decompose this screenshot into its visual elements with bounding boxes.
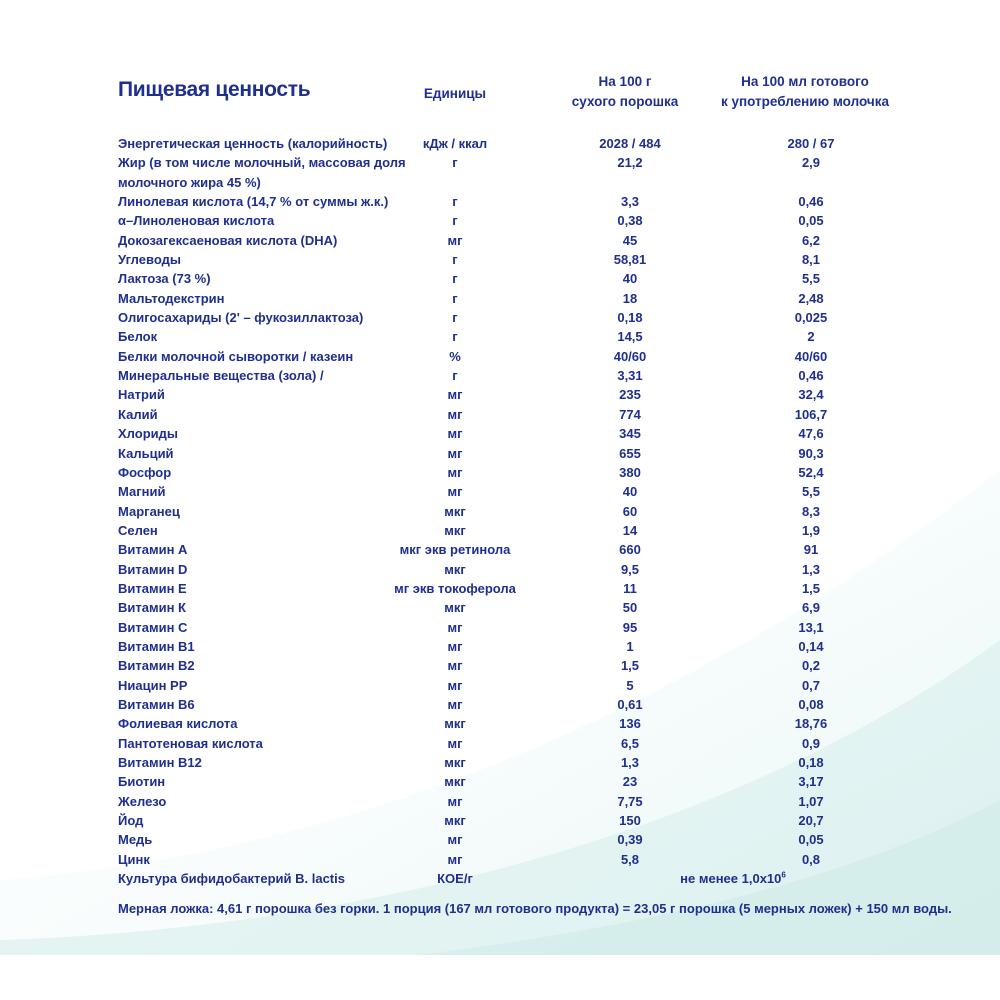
value-per-100g-dry: 40/60	[613, 348, 647, 364]
value-per-100ml-ready: 280 / 67	[787, 136, 835, 151]
value-per-100ml-ready: 0,18	[798, 755, 824, 770]
value-per-100g-dry: 18	[622, 290, 638, 306]
value-per-100g-dry: 0,39	[617, 832, 643, 848]
nutrient-unit: %	[449, 348, 461, 364]
value-per-100ml-ready: 1,9	[801, 522, 821, 538]
value-per-100ml-ready: 13,1	[798, 619, 824, 635]
table-row	[118, 734, 918, 753]
nutrient-name: Олигосахариды (2' – фукозиллактоза)	[118, 310, 364, 326]
value-per-100g-dry: 2028 / 484	[599, 136, 661, 151]
culture-value-base: не менее 1,0x10	[680, 871, 782, 887]
column-header-ready-line1: На 100 мл готового	[741, 74, 869, 89]
column-header-ready	[705, 72, 905, 112]
value-per-100g-dry: 95	[622, 619, 638, 635]
nutrient-name: Витамин A	[118, 542, 188, 558]
nutrient-name: Культура бифидобактерий B. lactis	[118, 871, 345, 887]
nutrient-name: Витамин B1	[118, 638, 195, 654]
nutrient-name: Железо	[118, 793, 167, 809]
table-row	[118, 250, 918, 269]
table-row	[118, 676, 918, 695]
nutrient-unit: г	[452, 329, 458, 345]
nutrient-unit: мг	[447, 406, 463, 422]
table-row	[118, 444, 918, 463]
value-per-100g-dry: 9,5	[620, 561, 640, 577]
value-per-100g-dry: 58,81	[613, 252, 647, 268]
nutrient-unit: мг экв токоферола	[394, 580, 516, 596]
table-row	[118, 695, 918, 714]
nutrient-unit: мг	[447, 232, 463, 248]
value-per-100ml-ready: 106,7	[794, 406, 828, 422]
table-row	[118, 482, 918, 501]
value-per-100g-dry: 345	[619, 426, 641, 442]
nutrient-unit: мкг экв ретинола	[399, 542, 511, 558]
nutrient-name: Хлориды	[118, 426, 178, 442]
nutrient-unit: мг	[447, 696, 463, 712]
value-per-100g-dry: 6,5	[620, 735, 640, 751]
table-row	[118, 772, 918, 791]
nutrient-name: Линолевая кислота (14,7 % от суммы ж.к.)	[118, 194, 389, 210]
nutrient-unit: мкг	[444, 774, 466, 790]
nutrient-name: Марганец	[118, 503, 180, 519]
nutrient-name: Углеводы	[118, 252, 181, 268]
nutrient-unit: г	[452, 194, 458, 210]
table-row	[118, 385, 918, 404]
nutrient-unit: мкг	[444, 813, 466, 829]
value-per-100ml-ready: 1,3	[801, 561, 821, 577]
nutrient-unit: кДж / ккал	[422, 136, 488, 151]
nutrient-unit: мг	[447, 793, 463, 809]
value-per-100g-dry: 660	[619, 542, 641, 558]
nutrient-name: Белок	[118, 329, 158, 345]
table-row	[118, 792, 918, 811]
nutrient-unit: мг	[447, 464, 463, 480]
value-per-100g-dry: 23	[622, 774, 638, 790]
value-per-100ml-ready: 0,14	[798, 638, 824, 654]
culture-value	[618, 869, 848, 888]
value-per-100g-dry: 0,61	[617, 696, 643, 712]
value-per-100ml-ready: 0,08	[798, 696, 824, 712]
value-per-100ml-ready: 8,1	[801, 252, 821, 268]
value-per-100g-dry: 11	[623, 580, 637, 596]
nutrient-name: Энергетическая ценность (калорийность)	[118, 136, 388, 151]
table-row	[118, 521, 918, 540]
nutrient-name: Витамин D	[118, 561, 188, 577]
nutrient-name: Биотин	[118, 774, 166, 790]
value-per-100ml-ready: 0,05	[798, 213, 824, 229]
nutrient-unit: мг	[447, 658, 463, 674]
nutrient-name: Калий	[118, 406, 158, 422]
value-per-100g-dry: 1	[626, 638, 634, 654]
value-per-100ml-ready: 90,3	[798, 445, 824, 461]
value-per-100g-dry: 21,2	[617, 155, 643, 171]
table-row	[118, 405, 918, 424]
value-per-100ml-ready: 0,2	[801, 658, 821, 674]
value-per-100ml-ready: 2,9	[801, 155, 821, 171]
nutrient-unit: г	[452, 310, 458, 326]
nutrient-name: Магний	[118, 484, 166, 500]
nutrient-name: Белки молочной сыворотки / казеин	[118, 348, 354, 364]
nutrient-unit: мкг	[444, 600, 466, 616]
column-header-dry-line2: сухого порошка	[571, 94, 679, 109]
nutrient-name: Кальций	[118, 445, 174, 461]
value-per-100ml-ready: 32,4	[798, 387, 824, 403]
nutrient-unit: мг	[447, 619, 463, 635]
table-row	[118, 502, 918, 521]
value-per-100g-dry: 45	[622, 232, 638, 248]
table-row	[118, 211, 918, 230]
value-per-100ml-ready: 0,8	[801, 851, 821, 867]
nutrient-name: Витамин К	[118, 600, 186, 616]
nutrient-name: Селен	[118, 522, 158, 538]
nutrient-unit: г	[452, 213, 458, 229]
value-per-100g-dry: 14	[622, 522, 638, 538]
nutrient-unit: мкг	[444, 522, 466, 538]
nutrient-name: Витамин E	[118, 580, 187, 596]
nutrient-name: Йод	[118, 813, 144, 829]
value-per-100ml-ready: 40/60	[794, 348, 828, 364]
nutrient-unit: г	[452, 252, 458, 268]
table-row	[118, 366, 918, 385]
table-row	[118, 327, 918, 346]
table-title: Пищевая ценность	[118, 78, 311, 101]
table-row	[118, 540, 918, 559]
value-per-100g-dry: 50	[622, 600, 638, 616]
table-row	[118, 830, 918, 849]
table-row	[118, 231, 918, 250]
value-per-100g-dry: 655	[619, 445, 641, 461]
nutrient-unit: мкг	[444, 716, 466, 732]
value-per-100g-dry: 380	[619, 464, 641, 480]
table-row-culture	[118, 869, 918, 888]
value-per-100ml-ready: 0,025	[794, 310, 828, 326]
value-per-100g-dry: 5	[626, 677, 634, 693]
nutrient-unit: мг	[447, 735, 463, 751]
value-per-100ml-ready: 52,4	[798, 464, 824, 480]
nutrient-name: Жир (в том числе молочный, массовая доля молочного жира 45 %)	[118, 155, 406, 190]
nutrient-name: Натрий	[118, 387, 165, 403]
value-per-100g-dry: 0,18	[617, 310, 643, 326]
nutrient-unit: мкг	[444, 755, 466, 770]
value-per-100g-dry: 3,31	[617, 368, 643, 384]
value-per-100g-dry: 3,3	[620, 194, 640, 210]
table-row	[118, 134, 918, 153]
value-per-100g-dry: 150	[619, 813, 641, 829]
table-row	[118, 714, 918, 733]
value-per-100g-dry: 136	[619, 716, 641, 732]
value-per-100g-dry: 14,5	[617, 329, 643, 345]
nutrient-unit: КОЕ/г	[437, 871, 473, 887]
value-per-100g-dry: 1,5	[620, 658, 640, 674]
nutrient-name: Витамин B6	[118, 696, 195, 712]
value-per-100ml-ready: 0,05	[798, 832, 824, 848]
table-row	[118, 192, 918, 211]
value-per-100ml-ready: 1,07	[798, 793, 824, 809]
nutrient-name: Докозагексаеновая кислота (DHA)	[118, 232, 338, 248]
table-row	[118, 618, 918, 637]
nutrient-name: Фосфор	[118, 464, 172, 480]
nutrient-name: Витамин B12	[118, 755, 202, 770]
value-per-100ml-ready: 6,9	[801, 600, 821, 616]
table-row	[118, 347, 918, 366]
culture-value-exponent: 6	[781, 870, 786, 880]
value-per-100g-dry: 1,3	[620, 755, 640, 770]
value-per-100ml-ready: 0,7	[801, 677, 821, 693]
table-row	[118, 579, 918, 598]
table-row	[118, 289, 918, 308]
value-per-100ml-ready: 0,46	[798, 194, 824, 210]
value-per-100ml-ready: 0,9	[801, 735, 821, 751]
nutrient-name: α–Линоленовая кислота	[118, 213, 275, 229]
nutrient-name: Фолиевая кислота	[118, 716, 238, 732]
column-header-ready-line2: к употреблению молочка	[720, 94, 890, 109]
nutrient-unit: мг	[447, 638, 463, 654]
table-row	[118, 811, 918, 830]
nutrient-unit: мг	[447, 445, 463, 461]
nutrient-unit: мг	[447, 832, 463, 848]
nutrient-unit: мкг	[444, 561, 466, 577]
table-row	[118, 850, 918, 869]
column-header-dry-line1: На 100 г	[598, 74, 652, 89]
value-per-100g-dry: 7,75	[617, 793, 643, 809]
nutrient-unit: мг	[447, 677, 463, 693]
table-row	[118, 463, 918, 482]
column-header-units: Единицы	[423, 86, 487, 101]
value-per-100g-dry: 40	[622, 271, 638, 287]
table-row	[118, 753, 918, 772]
value-per-100g-dry: 235	[619, 387, 641, 403]
nutrient-name: Ниацин PP	[118, 677, 188, 693]
table-row	[118, 656, 918, 675]
table-row	[118, 269, 918, 288]
value-per-100ml-ready: 6,2	[801, 232, 821, 248]
nutrient-unit: мг	[447, 426, 463, 442]
nutrition-table	[118, 134, 918, 888]
value-per-100g-dry: 60	[622, 503, 638, 519]
nutrient-unit: г	[452, 290, 458, 306]
nutrient-name: Лактоза (73 %)	[118, 271, 211, 287]
table-row	[118, 308, 918, 327]
nutrient-name: Витамин B2	[118, 658, 195, 674]
value-per-100ml-ready: 8,3	[801, 503, 821, 519]
table-row	[118, 598, 918, 617]
table-row	[118, 424, 918, 443]
value-per-100g-dry: 40	[622, 484, 638, 500]
nutrient-unit: г	[452, 368, 458, 384]
nutrient-name: Медь	[118, 832, 153, 848]
table-row	[118, 153, 918, 192]
value-per-100ml-ready: 20,7	[798, 813, 824, 829]
value-per-100ml-ready: 47,6	[798, 426, 824, 442]
value-per-100ml-ready: 5,5	[801, 271, 821, 287]
value-per-100g-dry: 0,38	[617, 213, 643, 229]
nutrient-unit: мкг	[444, 503, 466, 519]
nutrient-name: Минеральные вещества (зола) /	[118, 368, 324, 384]
value-per-100ml-ready: 18,76	[794, 716, 828, 732]
nutrient-unit: г	[452, 155, 458, 171]
nutrient-name: Мальтодекстрин	[118, 290, 225, 306]
value-per-100ml-ready: 3,17	[798, 774, 824, 790]
value-per-100ml-ready: 1,5	[801, 580, 821, 596]
nutrient-unit: мг	[447, 851, 463, 867]
nutrient-name: Витамин C	[118, 619, 188, 635]
table-row	[118, 637, 918, 656]
value-per-100ml-ready: 2,48	[798, 290, 824, 306]
nutrient-unit: г	[452, 271, 458, 287]
value-per-100ml-ready: 2	[807, 329, 815, 345]
nutrient-name: Цинк	[118, 851, 150, 867]
value-per-100ml-ready: 91	[803, 542, 819, 558]
value-per-100ml-ready: 0,46	[798, 368, 824, 384]
table-row	[118, 560, 918, 579]
value-per-100ml-ready: 5,5	[801, 484, 821, 500]
column-header-dry	[555, 72, 695, 112]
value-per-100g-dry: 5,8	[620, 851, 640, 867]
nutrient-unit: мг	[447, 387, 463, 403]
nutrient-name: Пантотеновая кислота	[118, 735, 263, 751]
serving-footnote: Мерная ложка: 4,61 г порошка без горки. 1 порция (167 мл готового продукта) = 23,05 г порошка (5 мерных ложек) + 150 мл воды.	[118, 901, 952, 916]
nutrient-unit: мг	[447, 484, 463, 500]
value-per-100g-dry: 774	[619, 406, 641, 422]
